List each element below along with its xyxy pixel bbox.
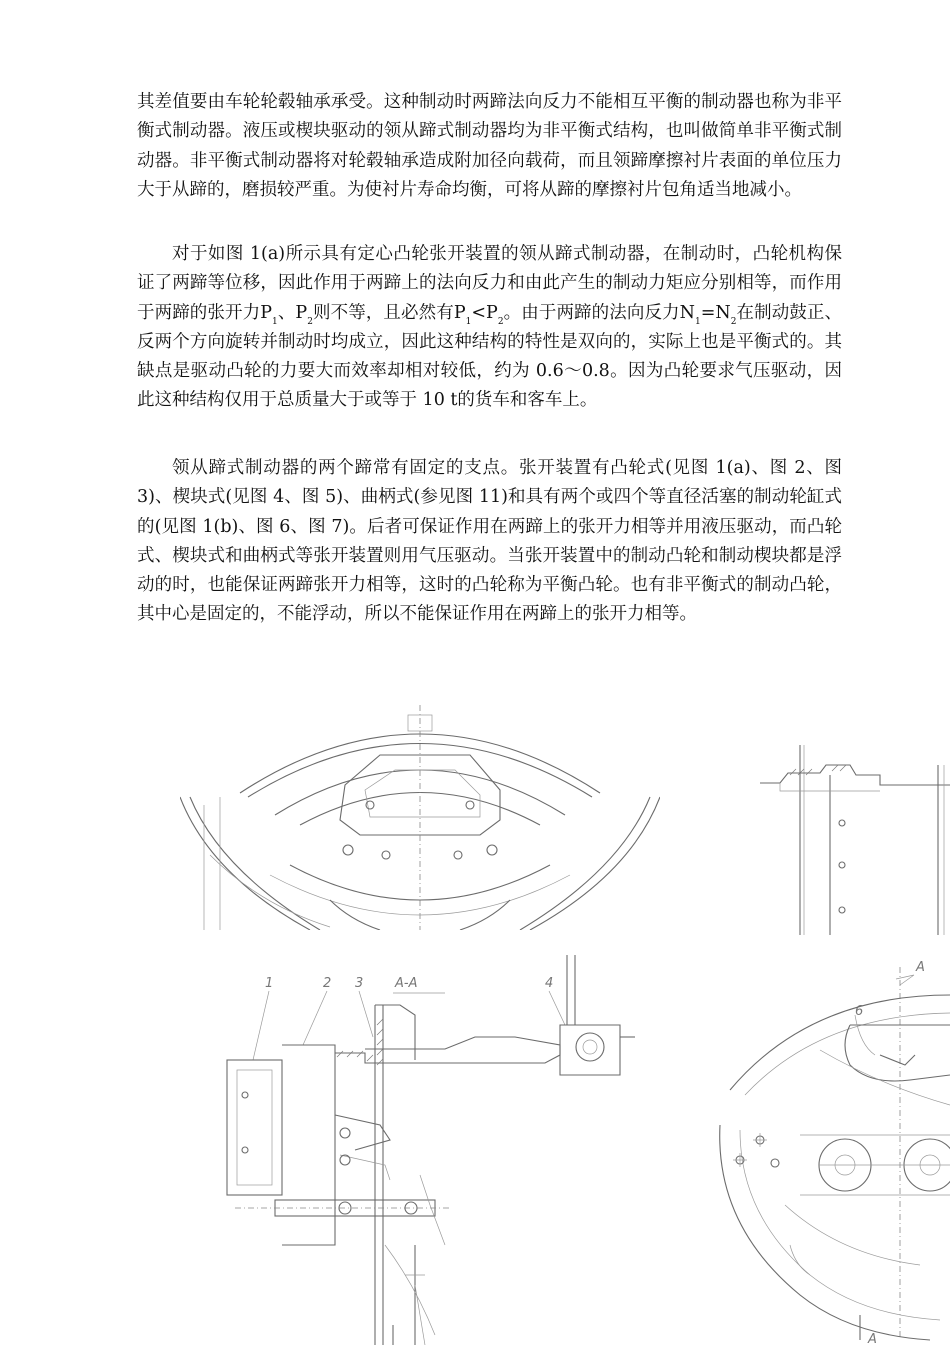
figure-top-right-drawing: [760, 735, 950, 935]
figure-bottom-left-drawing: [215, 945, 635, 1345]
figure-bottom-right-drawing: [700, 955, 950, 1345]
paragraph-2-text-1: 对于如图 1(a)所示具有定心凸轮张开装置的领从蹄式制动器，在制动时，凸轮机构保证了两蹄等位移，因此作用于两蹄上的法向反力和由此产生的制动力矩应分别相等，而作用于两蹄的张开力P: [137, 244, 842, 323]
paragraph-2-text-5: 。由于两蹄的法向反力N: [503, 302, 695, 323]
label-1: 1: [265, 976, 274, 991]
label-section-a-top: A: [916, 960, 925, 975]
subscript-p2: 2: [307, 316, 313, 327]
paragraph-1: 其差值要由车轮轮毂轴承承受。这种制动时两蹄法向反力不能相互平衡的制动器也称为非平衡式制动器。液压或楔块驱动的领从蹄式制动器均为非平衡式结构，也叫做简单非平衡式制动器。非平衡式制动器将对轮毂轴承造成附加径向载荷，而且领蹄摩擦衬片表面的单位压力大于从蹄的，磨损较严重。为使衬片寿命均衡，可将从蹄的摩擦衬片包角适当地减小。: [137, 92, 842, 200]
subscript-p1-b: 1: [465, 316, 472, 327]
paragraph-3: 领从蹄式制动器的两个蹄常有固定的支点。张开装置有凸轮式(见图 1(a)、图 2、图 3)、楔块式(见图 4、图 5)、曲柄式(参见图 11)和具有两个或四个等直径活塞的制动轮缸式的(见图 1(b)、图 6、图 7)。后者可保证作用在两蹄上的张开力相等并用液压驱动，而凸轮式、楔块式和曲柄式等张开装置则用气压驱动。当张开装置中的制动凸轮和制动楔块都是浮动的时，也能保证两蹄张开力相等，这时的凸轮称为平衡凸轮。也有非平衡式的制动凸轮，其中心是固定的，不能浮动，所以不能保证作用在两蹄上的张开力相等。: [137, 458, 842, 625]
paragraph-2-text-4: <P: [471, 302, 498, 323]
paragraph-2-text-6: =N: [700, 302, 731, 323]
subscript-n1: 1: [694, 316, 701, 327]
label-section-a-bottom: A: [868, 1332, 877, 1345]
paragraph-2-text-3: 则不等，且必然有P: [312, 302, 466, 323]
paragraph-2-text-2: 、P: [277, 302, 308, 323]
label-4: 4: [545, 976, 554, 991]
label-6: 6: [855, 1004, 864, 1019]
paragraph-2: [137, 240, 842, 416]
figure-top-left-drawing: [180, 705, 660, 930]
subscript-n2: 2: [730, 316, 737, 327]
paragraph-2-text-7: 在制动鼓正、反两个方向旋转并制动时均成立，因此这种结构的特性是双向的，实际上也是平衡式的。其缺点是驱动凸轮的力要大而效率却相对较低，约为 0.6～0.8。因为凸轮要求气压驱动，因此这种结构仅用于总质量大于或等于 10 t的货车和客车上。: [137, 302, 843, 411]
label-3: 3: [355, 976, 364, 991]
label-2: 2: [323, 976, 332, 991]
label-section-aa: A-A: [395, 976, 418, 991]
subscript-p1: 1: [271, 316, 278, 327]
subscript-p2-b: 2: [497, 316, 504, 327]
